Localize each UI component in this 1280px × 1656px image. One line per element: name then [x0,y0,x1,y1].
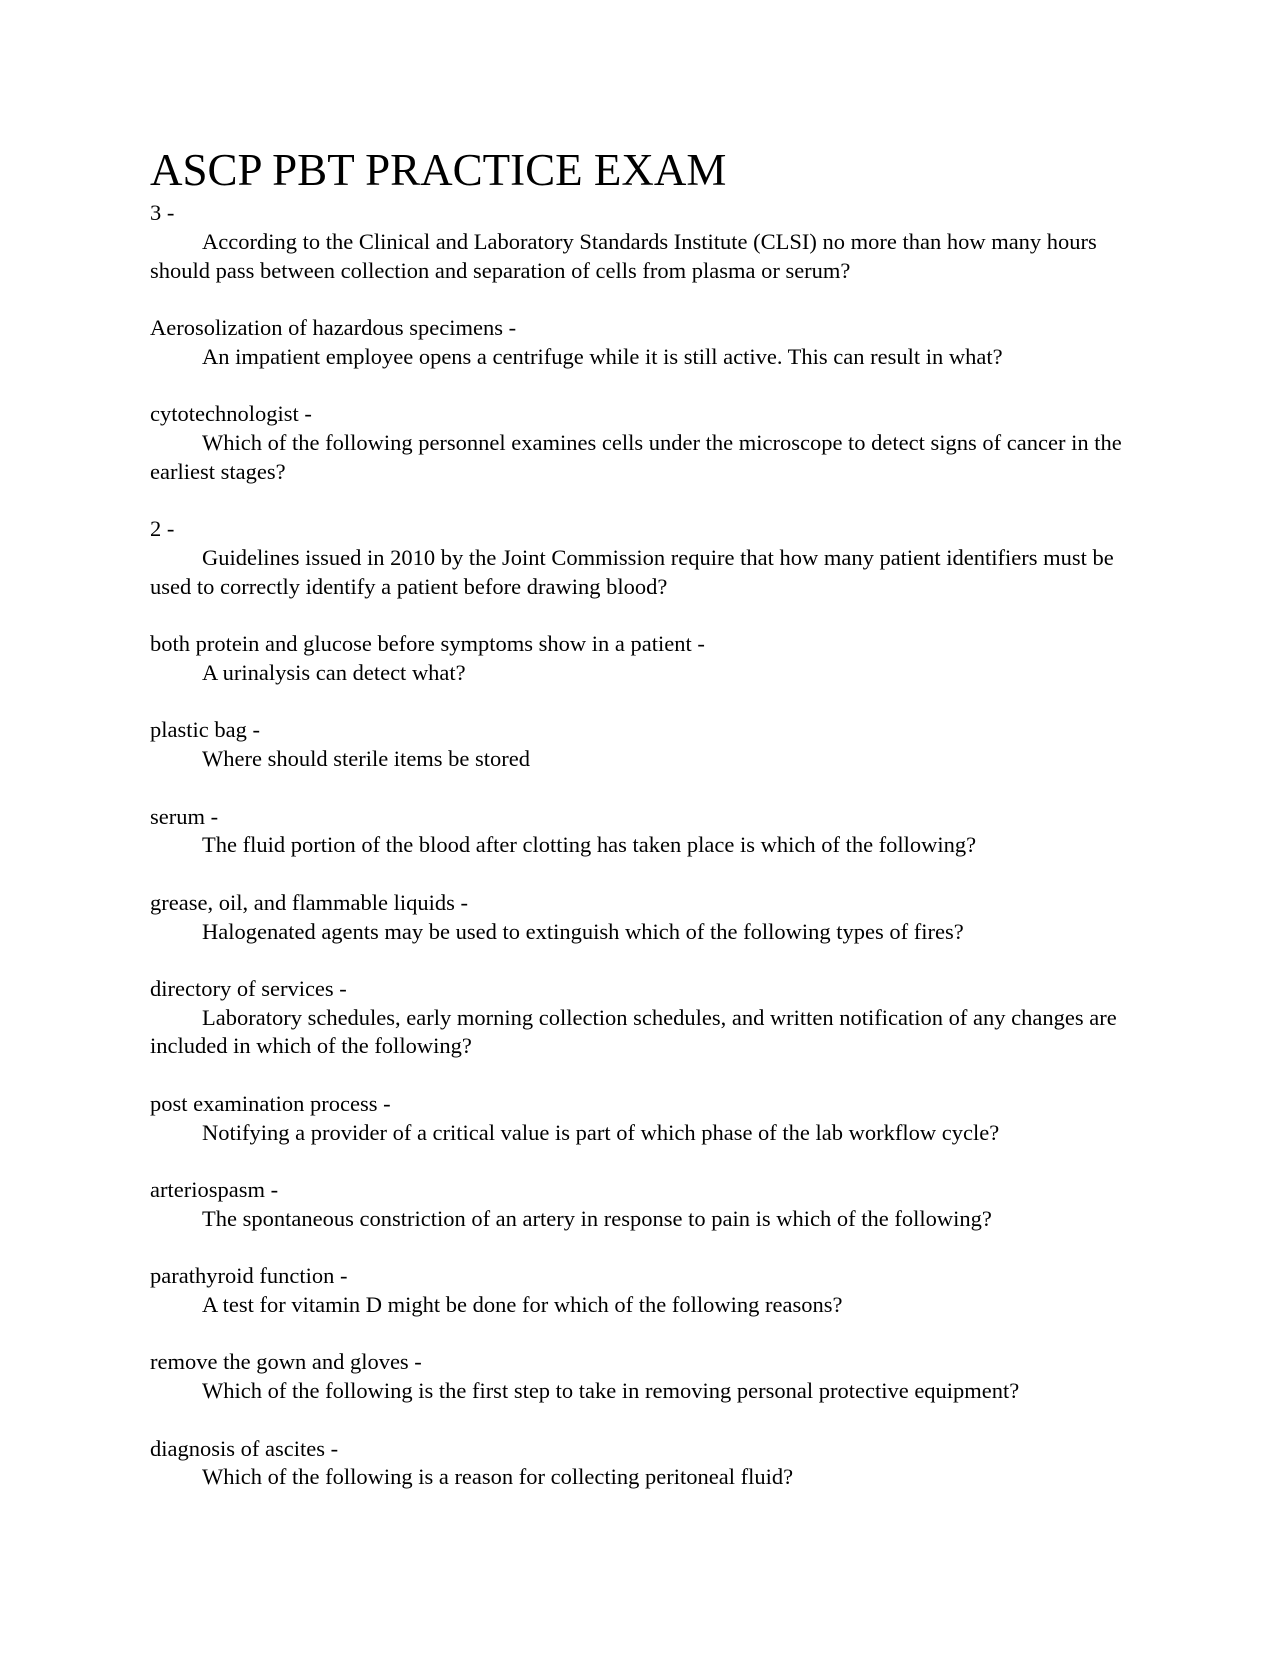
question-text: Halogenated agents may be used to extinguish which of the following types of fires? [202,918,964,944]
answer-text: arteriospasm - [150,1177,279,1203]
qa-entry [150,199,1130,285]
question-text: Which of the following is the first step to take in removing personal protective equipment? [202,1378,1020,1404]
qa-entry [150,1435,1130,1493]
answer-text: remove the gown and gloves - [150,1349,422,1375]
qa-entry [150,975,1130,1061]
answer-text: both protein and glucose before symptoms show in a patient - [150,631,705,657]
qa-entry [150,1176,1130,1234]
question-text: The fluid portion of the blood after clotting has taken place is which of the following? [202,832,977,858]
qa-entry [150,400,1130,486]
question-text: Notifying a provider of a critical value is part of which phase of the lab workflow cycle? [202,1119,1000,1145]
question-text: A urinalysis can detect what? [202,659,466,685]
qa-entry [150,1262,1130,1320]
qa-entry [150,515,1130,601]
answer-text: Aerosolization of hazardous specimens - [150,314,517,340]
answer-text: serum - [150,803,219,829]
question-text: Which of the following is a reason for collecting peritoneal fluid? [202,1464,794,1490]
question-text: Laboratory schedules, early morning collection schedules, and written notification of any changes are included in which of the following? [150,1004,1117,1059]
document-page [150,145,1130,1521]
answer-text: diagnosis of ascites - [150,1435,339,1461]
answer-text: 3 - [150,200,175,225]
qa-entry [150,1348,1130,1406]
qa-entry [150,1090,1130,1148]
answer-text: plastic bag - [150,717,260,743]
qa-entry [150,889,1130,947]
question-text: A test for vitamin D might be done for which of the following reasons? [202,1292,843,1318]
qa-entry [150,630,1130,688]
qa-entry [150,716,1130,774]
question-text: An impatient employee opens a centrifuge while it is still active. This can result in what? [202,343,1003,369]
answer-text: 2 - [150,516,175,542]
question-text: The spontaneous constriction of an artery in response to pain is which of the following? [202,1205,992,1231]
qa-entry [150,803,1130,861]
answer-text: parathyroid function - [150,1263,348,1289]
question-text: Which of the following personnel examines cells under the microscope to detect signs of cancer in the earliest stages? [150,429,1122,484]
question-text: Guidelines issued in 2010 by the Joint Commission require that how many patient identifiers must be used to correctly identify a patient before drawing blood? [150,544,1114,599]
question-text: According to the Clinical and Laboratory Standards Institute (CLSI) no more than how many hours should pass between collection and separation of cells from plasma or serum? [150,228,1097,283]
answer-text: grease, oil, and flammable liquids - [150,889,469,915]
document-title: ASCP PBT PRACTICE EXAM [150,145,727,195]
answer-text: directory of services - [150,975,347,1001]
question-text: Where should sterile items be stored [202,746,531,772]
answer-text: post examination process - [150,1090,391,1116]
qa-entry [150,314,1130,372]
answer-text: cytotechnologist - [150,401,312,427]
